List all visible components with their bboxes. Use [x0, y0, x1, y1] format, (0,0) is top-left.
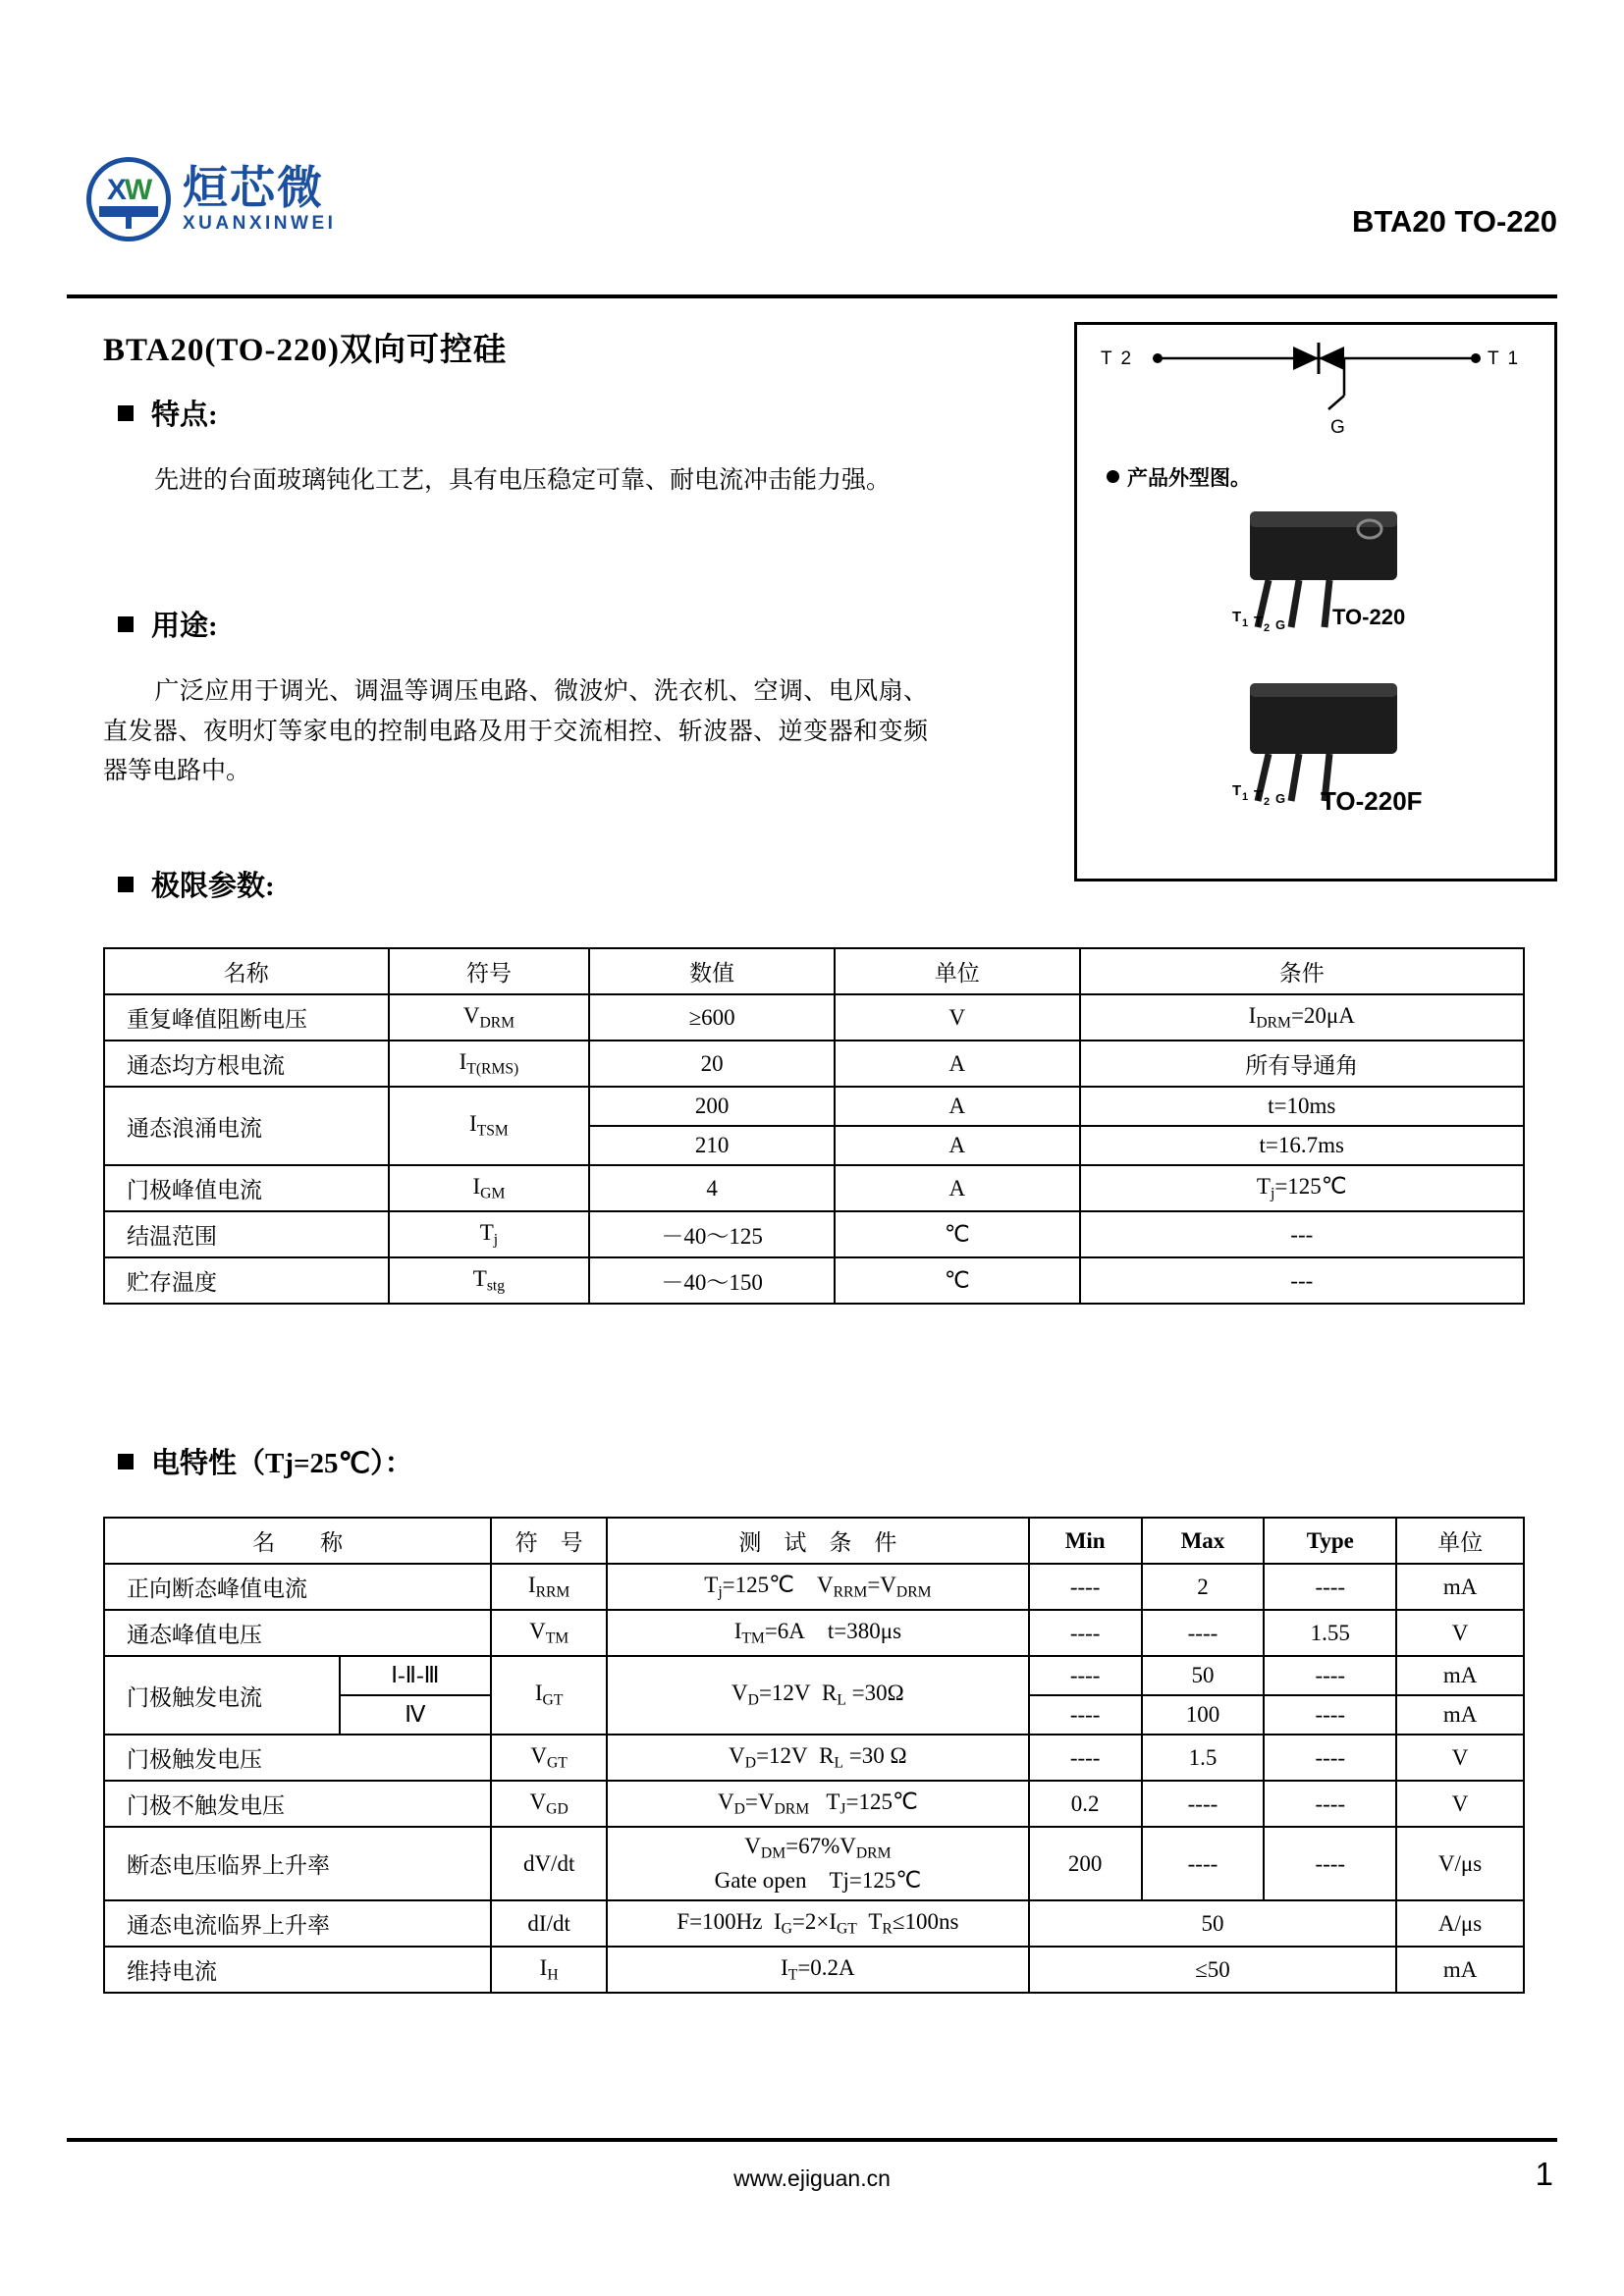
page-title: BTA20(TO-220)双向可控硅 [103, 333, 507, 368]
cell-max: 50 [1142, 1656, 1265, 1695]
header-divider [67, 294, 1557, 298]
cell-name: 通态电流临界上升率 [104, 1900, 491, 1947]
limits-heading: 极限参数: [118, 864, 275, 904]
cell-name: 贮存温度 [104, 1257, 389, 1304]
cell-unit: A [835, 1165, 1080, 1211]
cell-name: 通态浪涌电流 [104, 1087, 389, 1165]
logo-english-name: XUANXINWEI [183, 213, 337, 235]
usage-text: 广泛应用于调光、调温等调压电路、微波炉、洗衣机、空调、电风扇、直发器、夜明灯等家电的控制电路及用于交流相控、斩波器、逆变器和变频器等电路中。 [103, 678, 928, 784]
col-max: Max [1142, 1518, 1265, 1564]
cell-span-value: 50 [1029, 1900, 1396, 1947]
svg-text:1: 1 [1242, 791, 1249, 803]
cell-name: 维持电流 [104, 1947, 491, 1993]
usage-heading: 用途: [118, 604, 218, 644]
cell-name: 门极峰值电流 [104, 1165, 389, 1211]
svg-text:G: G [1330, 417, 1345, 438]
cell-condition: $I_T=0.2A$ [607, 1947, 1029, 1993]
col-name: 名 称 [104, 1518, 491, 1564]
cell-name: 断态电压临界上升率 [104, 1827, 491, 1900]
svg-text:G: G [1275, 791, 1286, 806]
cell-name: 结温范围 [104, 1211, 389, 1257]
cell-unit: V/μs [1396, 1827, 1524, 1900]
cell-condition: 所有导通角 [1080, 1041, 1524, 1087]
cell-min: ---- [1029, 1610, 1142, 1656]
cell-symbol: $I_{GT}$ [491, 1656, 607, 1735]
col-min: Min [1029, 1518, 1142, 1564]
features-heading: 特点: [118, 393, 218, 433]
cell-value: －40～125 [589, 1211, 835, 1257]
cell-symbol: $T_j$ [389, 1211, 590, 1257]
col-test-condition: 测 试 条 件 [607, 1518, 1029, 1564]
table-row [104, 1900, 1524, 1947]
cell-condition: $V_D=12V$ $R_L =30$ Ω [607, 1735, 1029, 1781]
cell-symbol: $T_{stg}$ [389, 1257, 590, 1304]
cell-min: 0.2 [1029, 1781, 1142, 1827]
table-row [104, 1564, 1524, 1610]
cell-unit: ℃ [835, 1257, 1080, 1304]
cell-max: 2 [1142, 1564, 1265, 1610]
cell-condition: $I_{TM}=6A$ t=380μs [607, 1610, 1029, 1656]
cell-symbol: $V_{TM}$ [491, 1610, 607, 1656]
cell-condition: $V_{DM}=67\%V_{DRM}$ Gate open Tj=125℃ [607, 1827, 1029, 1900]
cell-condition: --- [1080, 1257, 1524, 1304]
col-value: 数值 [589, 948, 835, 994]
col-unit: 单位 [835, 948, 1080, 994]
table-row [104, 1165, 1524, 1211]
cell-unit: A [835, 1041, 1080, 1087]
electrical-table [103, 1517, 1525, 1994]
table-row [104, 1781, 1524, 1827]
table-row [104, 1947, 1524, 1993]
cell-condition: F=100Hz $I_G=2\times I_{GT}$ $T_R\le 100ns$ [607, 1900, 1029, 1947]
col-unit: 单位 [1396, 1518, 1524, 1564]
cell-value: 4 [589, 1165, 835, 1211]
cell-condition: $T_j=125℃$ [1080, 1165, 1524, 1211]
cell-min: ---- [1029, 1735, 1142, 1781]
footer-url[interactable]: www.ejiguan.cn [733, 2165, 891, 2191]
page-number: 1 [1535, 2156, 1553, 2192]
svg-text:T: T [1232, 782, 1242, 799]
table-row [104, 1735, 1524, 1781]
col-type: Type [1264, 1518, 1396, 1564]
header-part-number: BTA20 TO-220 [1351, 204, 1557, 239]
limits-table [103, 947, 1525, 1305]
cell-type: ---- [1264, 1827, 1396, 1900]
svg-text:T 2: T 2 [1101, 348, 1134, 369]
cell-value: ≥600 [589, 994, 835, 1041]
svg-text:1: 1 [1242, 617, 1249, 629]
cell-type: ---- [1264, 1695, 1396, 1735]
cell-unit: mA [1396, 1656, 1524, 1695]
cell-condition: $V_D=12V$ $R_L =30\Omega$ [607, 1656, 1029, 1735]
cell-value: 200 [589, 1087, 835, 1126]
cell-unit: mA [1396, 1695, 1524, 1735]
cell-type: ---- [1264, 1656, 1396, 1695]
col-symbol: 符号 [389, 948, 590, 994]
package1-label: TO-220 [1332, 605, 1406, 629]
footer-divider [67, 2138, 1557, 2142]
square-bullet-icon [118, 1454, 134, 1469]
cell-name: 门极触发电流 [104, 1656, 340, 1735]
electrical-heading: 电特性（Tj=25℃）： [118, 1441, 413, 1481]
col-symbol: 符 号 [491, 1518, 607, 1564]
cell-unit: mA [1396, 1564, 1524, 1610]
svg-text:G: G [1275, 617, 1286, 632]
table-row [104, 1257, 1524, 1304]
package-figure-box [1074, 322, 1557, 881]
square-bullet-icon [118, 616, 134, 632]
cell-sub-label: Ⅳ [340, 1695, 492, 1735]
to220-package-drawing [1215, 502, 1440, 649]
svg-text:T: T [1254, 787, 1264, 804]
cell-condition: $T_j=125℃$ $V_{RRM}=V_{DRM}$ [607, 1564, 1029, 1610]
cell-unit: A/μs [1396, 1900, 1524, 1947]
col-name: 名称 [104, 948, 389, 994]
cell-name: 重复峰值阻断电压 [104, 994, 389, 1041]
cell-symbol: $I_{T(RMS)}$ [389, 1041, 590, 1087]
cell-unit: A [835, 1087, 1080, 1126]
table-row [104, 994, 1524, 1041]
cell-max: 100 [1142, 1695, 1265, 1735]
cell-sub-label: Ⅰ-Ⅱ-Ⅲ [340, 1656, 492, 1695]
cell-name: 门极触发电压 [104, 1735, 491, 1781]
page-header [67, 157, 1557, 285]
cell-type: ---- [1264, 1781, 1396, 1827]
cell-type: ---- [1264, 1735, 1396, 1781]
cell-max: 1.5 [1142, 1735, 1265, 1781]
cell-min: 200 [1029, 1827, 1142, 1900]
cell-type: 1.55 [1264, 1610, 1396, 1656]
logo-chinese-name: 烜芯微 [183, 161, 324, 213]
svg-text:T: T [1232, 609, 1242, 625]
round-bullet-icon [1107, 470, 1119, 483]
features-text: 先进的台面玻璃钝化工艺，具有电压稳定可靠、耐电流冲击能力强。 [154, 467, 892, 494]
table-row [104, 1087, 1524, 1126]
cell-unit: V [1396, 1735, 1524, 1781]
table-row [104, 1656, 1524, 1695]
table-row [104, 1827, 1524, 1900]
cell-unit: ℃ [835, 1211, 1080, 1257]
figure-caption: 产品外型图。 [1107, 462, 1251, 492]
cell-unit: V [1396, 1610, 1524, 1656]
cell-symbol: dI/dt [491, 1900, 607, 1947]
table-header-row [104, 1518, 1524, 1564]
cell-symbol: $I_H$ [491, 1947, 607, 1993]
cell-symbol: $I_{RRM}$ [491, 1564, 607, 1610]
cell-type: ---- [1264, 1564, 1396, 1610]
company-logo [86, 157, 336, 241]
cell-condition: $V_D=V_{DRM}$ $T_J=125℃$ [607, 1781, 1029, 1827]
xw-monogram-icon: XW [86, 157, 171, 241]
square-bullet-icon [118, 877, 134, 892]
cell-symbol: $V_{GD}$ [491, 1781, 607, 1827]
cell-value: －40～150 [589, 1257, 835, 1304]
cell-max: ---- [1142, 1610, 1265, 1656]
cell-min: ---- [1029, 1656, 1142, 1695]
cell-unit: A [835, 1126, 1080, 1165]
cell-symbol: $V_{DRM}$ [389, 994, 590, 1041]
cell-symbol: $V_{GT}$ [491, 1735, 607, 1781]
cell-symbol: $I_{GM}$ [389, 1165, 590, 1211]
cell-symbol: $I_{TSM}$ [389, 1087, 590, 1165]
triac-symbol-icon [1097, 339, 1539, 447]
svg-text:2: 2 [1264, 622, 1271, 634]
col-condition: 条件 [1080, 948, 1524, 994]
cell-condition: t=16.7ms [1080, 1126, 1524, 1165]
cell-unit: V [835, 994, 1080, 1041]
cell-condition: $I_{DRM}=20\mu A$ [1080, 994, 1524, 1041]
table-row [104, 1211, 1524, 1257]
cell-condition: --- [1080, 1211, 1524, 1257]
cell-span-value: ≤50 [1029, 1947, 1396, 1993]
cell-min: ---- [1029, 1564, 1142, 1610]
cell-name: 正向断态峰值电流 [104, 1564, 491, 1610]
cell-condition: t=10ms [1080, 1087, 1524, 1126]
svg-text:2: 2 [1264, 796, 1271, 808]
cell-value: 20 [589, 1041, 835, 1087]
square-bullet-icon [118, 405, 134, 421]
table-row [104, 1041, 1524, 1087]
cell-name: 通态峰值电压 [104, 1610, 491, 1656]
cell-symbol: dV/dt [491, 1827, 607, 1900]
cell-max: ---- [1142, 1827, 1265, 1900]
svg-text:T: T [1254, 614, 1264, 630]
svg-text:T 1: T 1 [1488, 348, 1521, 369]
table-row [104, 1610, 1524, 1656]
cell-max: ---- [1142, 1781, 1265, 1827]
cell-unit: V [1396, 1781, 1524, 1827]
cell-unit: mA [1396, 1947, 1524, 1993]
package2-label: TO-220F [1321, 786, 1423, 816]
cell-min: ---- [1029, 1695, 1142, 1735]
cell-name: 门极不触发电压 [104, 1781, 491, 1827]
cell-name: 通态均方根电流 [104, 1041, 389, 1087]
cell-value: 210 [589, 1126, 835, 1165]
table-header-row [104, 948, 1524, 994]
